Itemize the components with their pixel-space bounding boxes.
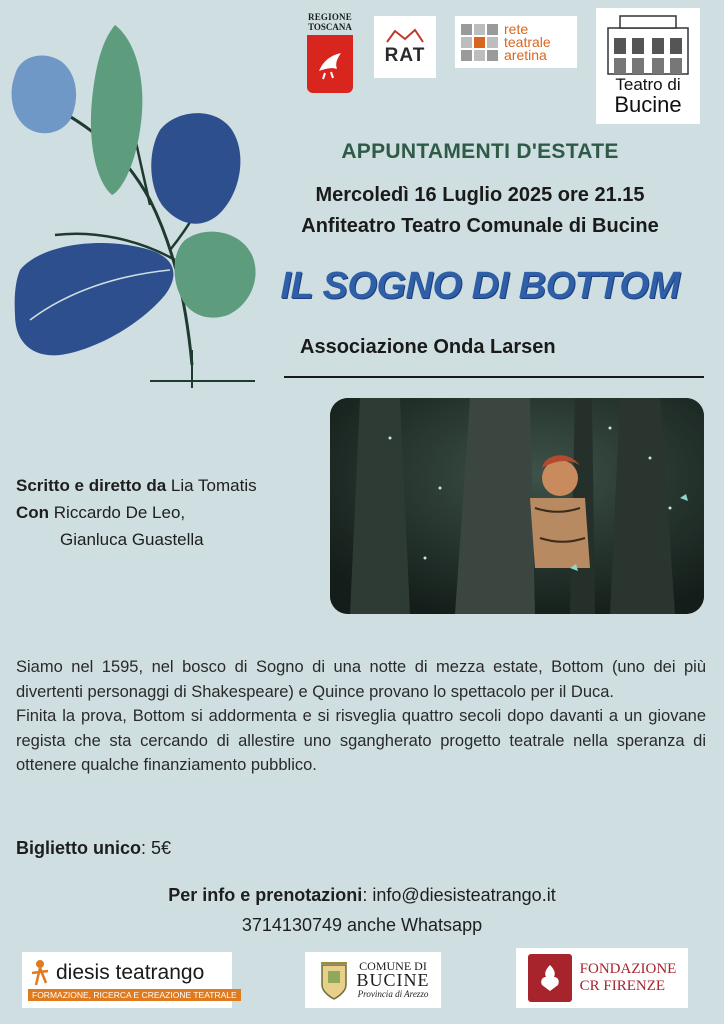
rete-teatrale-aretina-logo: rete teatrale aretina xyxy=(455,16,577,68)
regione-crest-icon xyxy=(307,35,353,93)
rat-roof-icon xyxy=(385,27,425,43)
ticket-value: : 5€ xyxy=(141,838,172,858)
series-heading: APPUNTAMENTI D'ESTATE xyxy=(341,140,619,163)
info-email[interactable]: : info@diesisteatrango.it xyxy=(362,885,556,905)
company-name: Associazione Onda Larsen xyxy=(300,336,556,358)
description xyxy=(16,655,706,778)
leaf-dark-blue-right xyxy=(151,113,240,224)
divider-line xyxy=(284,376,704,378)
show-photo xyxy=(330,398,704,614)
credits xyxy=(16,472,257,553)
show-title: IL SOGNO DI BOTTOM xyxy=(280,265,680,307)
ticket-price xyxy=(16,838,171,859)
fondazione-cr-firenze-logo: FONDAZIONE CR FIRENZE xyxy=(516,948,688,1008)
diesis-figure-icon xyxy=(28,959,52,987)
cast-name-1: Riccardo De Leo, xyxy=(53,503,186,522)
forest-scene-image xyxy=(330,398,704,614)
comune-crest-icon xyxy=(317,959,351,1001)
leaf-light-blue xyxy=(12,56,77,134)
written-by-label: Scritto e diretto da xyxy=(16,476,167,495)
cast-label: Con xyxy=(16,503,50,522)
description-paragraph-1: Siamo nel 1595, nel bosco di Sogno di una notte di mezza estate, Bottom (uno dei più divertenti personaggi di Shakespeare) e Quince provano lo spettacolo per il Duca. xyxy=(16,658,706,701)
info-phone[interactable]: 3714130749 anche Whatsapp xyxy=(241,915,483,935)
info-block xyxy=(100,880,624,940)
regione-toscana-logo: REGIONE TOSCANA xyxy=(300,12,360,100)
event-date-time: Mercoledì 16 Luglio 2025 ore 21.15 xyxy=(315,184,645,206)
written-by-name: Lia Tomatis xyxy=(170,476,257,495)
fondazione-emblem-icon xyxy=(528,954,572,1002)
cast-name-2: Gianluca Guastella xyxy=(60,530,204,549)
event-venue: Anfiteatro Teatro Comunale di Bucine xyxy=(301,215,659,237)
teatro-di-bucine-logo: Teatro di Bucine xyxy=(596,8,700,124)
rat-logo: RAT xyxy=(374,16,436,78)
theatre-facade-icon xyxy=(602,14,694,76)
leaf-dark-blue-bottom xyxy=(15,243,174,355)
leaf-branch-illustration xyxy=(0,20,270,390)
description-paragraph-2: Finita la prova, Bottom si addormenta e si risveglia quattro secoli dopo davanti a un giovane regista che sta cercando di allestire uno sgangherato progetto teatrale nella speranza di ottenere qualche finanziamento pubblico. xyxy=(16,707,706,775)
info-label: Per info e prenotazioni xyxy=(168,885,363,905)
ticket-label: Biglietto unico xyxy=(16,838,141,858)
leaf-green-top xyxy=(91,25,142,195)
diesis-teatrango-logo: diesis teatrango FORMAZIONE, RICERCA E CREAZIONE TEATRALE xyxy=(22,952,232,1008)
comune-di-bucine-logo: COMUNE DI BUCINE Provincia di Arezzo xyxy=(305,952,441,1008)
rete-grid-icon xyxy=(461,24,498,61)
